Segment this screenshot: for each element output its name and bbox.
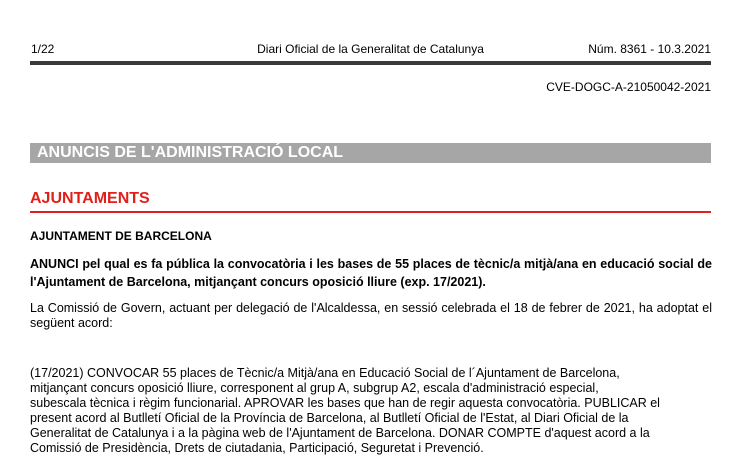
agreement-paragraph: [30, 366, 712, 456]
agreement-line: (17/2021) CONVOCAR 55 places de Tècnic/a Mitjà/ana en Educació Social de l´Ajuntament de Barcelona,: [30, 366, 620, 380]
section-title: ANUNCIS DE L'ADMINISTRACIÓ LOCAL: [37, 144, 344, 161]
subsection-title: AJUNTAMENTS: [30, 190, 150, 207]
agreement-line: mitjançant concurs oposició lliure, corresponent al grup A, subgrup A2, escala d'administració especial,: [30, 381, 599, 395]
agreement-line: present acord al Butlletí Oficial de la Província de Barcelona, al Butlletí Oficial de l'Estat, al Diari Oficial de la: [30, 411, 629, 425]
announcement-title: ANUNCI pel qual es fa pública la convocatòria i les bases de 55 places de tècnic/a mitjà/ana en educació social de l'Ajuntament de Barcelona, mitjançant concurs oposició lliure (exp. 17/2021).: [30, 257, 712, 289]
header-divider: [30, 61, 711, 65]
subsection-divider: [30, 211, 711, 213]
publication-title: Diari Oficial de la Generalitat de Catalunya: [257, 42, 484, 56]
agreement-line: Generalitat de Catalunya i a la pàgina web de l'Ajuntament de Barcelona. DONAR COMPTE d'aquest acord a la: [30, 426, 650, 440]
agreement-line: Comissió de Presidència, Drets de ciutadania, Participació, Seguretat i Prevenció.: [30, 441, 484, 455]
page-number: 1/22: [31, 42, 55, 56]
organization-name: AJUNTAMENT DE BARCELONA: [30, 229, 212, 243]
intro-paragraph: La Comissió de Govern, actuant per delegació de l'Alcaldessa, en sessió celebrada el 18 de febrer de 2021, ha adoptat el següent acord:: [30, 301, 712, 330]
issue-number-date: Núm. 8361 - 10.3.2021: [588, 42, 711, 56]
agreement-line: subescala tècnica i règim funcionarial. APROVAR les bases que han de regir aquesta convocatòria. PUBLICAR el: [30, 396, 660, 410]
section-band: [30, 143, 711, 163]
cve-code: CVE-DOGC-A-21050042-2021: [546, 80, 711, 94]
